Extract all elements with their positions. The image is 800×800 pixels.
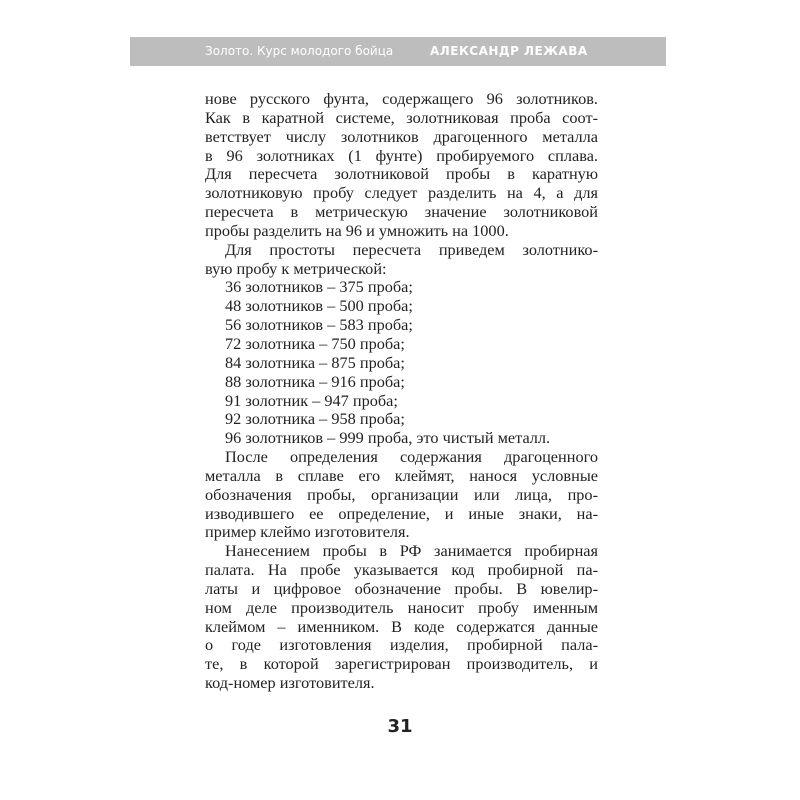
text-line: Для пересчета золотниковой пробы в каратную [205,164,598,184]
header-author: АЛЕКСАНДР ЛЕЖАВА [430,44,588,58]
text-line: 92 золотника – 958 проба; [225,409,405,429]
text-line: ном деле производитель наносит пробу именным [205,597,598,617]
text-line: те, в которой зарегистрирован производитель, и [205,654,598,674]
running-header [130,37,666,66]
text-line: золотниковую пробу следует разделить на 4, а для [205,183,598,203]
text-line: После определения содержания драгоценного [225,447,598,467]
text-line: пересчета в метрическую значение золотниковой [205,202,598,222]
text-line: металла в сплаве его клеймят, нанося условные [205,465,598,485]
page-number: 31 [387,716,413,737]
header-book-title: Золото. Курс молодого бойца [205,44,394,58]
text-line: обозначения пробы, организации или лица, про- [205,484,598,504]
text-line: нове русского фунта, содержащего 96 золотников. [205,89,598,108]
text-line: 56 золотников – 583 проба; [225,315,413,335]
text-line: 91 золотник – 947 проба; [225,390,398,410]
text-line: о годе изготовления изделия, пробирной пала- [205,635,598,655]
text-line: ветствует числу золотников драгоценного металла [205,126,598,146]
text-line: латы и цифровое обозначение пробы. В ювелир- [205,578,598,598]
text-line: Нанесением пробы в РФ занимается пробирная [225,541,598,561]
text-line: вую пробу к метрической: [205,258,387,278]
text-line: 36 золотников – 375 проба; [225,277,413,297]
text-line: Как в каратной системе, золотниковая проба соот- [205,107,598,127]
text-line: 48 золотников – 500 проба; [225,296,413,316]
body-text [205,90,598,693]
text-line: клеймом – именником. В коде содержатся данные [205,616,598,636]
text-line: 84 золотника – 875 проба; [225,352,405,372]
text-line: 72 золотника – 750 проба; [225,333,405,353]
text-line: код-номер изготовителя. [205,673,375,693]
text-line: изводившего ее определение, и иные знаки, на- [205,503,598,523]
text-line: Для простоты пересчета приведем золотнико- [225,239,598,259]
text-line: 88 золотника – 916 проба; [225,371,405,391]
text-line: в 96 золотниках (1 фунте) пробируемого сплава. [205,145,598,165]
text-line: пробы разделить на 96 и умножить на 1000. [205,220,509,240]
text-line: 96 золотников – 999 проба, это чистый металл. [225,428,551,448]
text-line: пример клеймо изготовителя. [205,522,410,542]
text-line: палата. На пробе указывается код пробирной па- [205,560,598,580]
